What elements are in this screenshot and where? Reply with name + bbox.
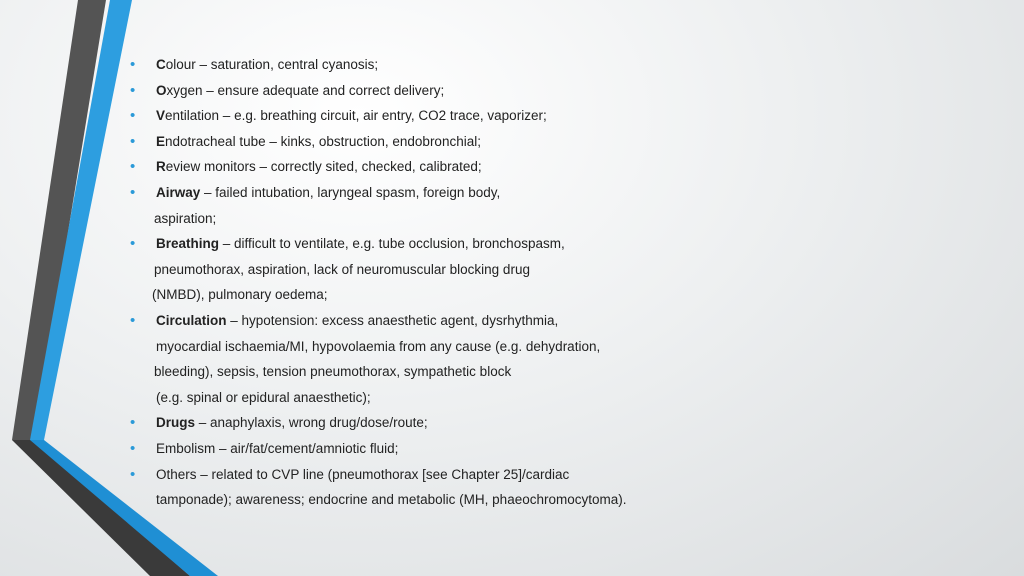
list-item: • Others – related to CVP line (pneumothorax [see Chapter 25]/cardiac xyxy=(130,462,1000,488)
bullet-icon: • xyxy=(130,183,136,201)
list-item-continuation: pneumothorax, aspiration, lack of neuromuscular blocking drug xyxy=(154,261,530,277)
list-item: • Endotracheal tube – kinks, obstruction, endobronchial; xyxy=(130,129,1000,155)
bullet-icon: • xyxy=(130,107,136,125)
list-item-continuation: myocardial ischaemia/MI, hypovolaemia from any cause (e.g. dehydration, xyxy=(156,338,601,354)
bullet-list xyxy=(130,52,1000,513)
bullet-icon: • xyxy=(130,465,136,483)
list-item-continuation: aspiration; xyxy=(154,210,217,226)
list-item-continuation: (e.g. spinal or epidural anaesthetic); xyxy=(156,389,371,405)
list-item: • Drugs – anaphylaxis, wrong drug/dose/route; xyxy=(130,410,1000,436)
list-item: • Ventilation – e.g. breathing circuit, air entry, CO2 trace, vaporizer; xyxy=(130,103,1000,129)
list-item: • Review monitors – correctly sited, checked, calibrated; xyxy=(130,154,1000,180)
list-item: • Breathing – difficult to ventilate, e.g. tube occlusion, bronchospasm, xyxy=(130,231,1000,257)
list-item: • Oxygen – ensure adequate and correct delivery; xyxy=(130,78,1000,104)
list-item-continuation: (NMBD), pulmonary oedema; xyxy=(152,287,328,303)
list-item-continuation: tamponade); awareness; endocrine and metabolic (MH, phaeochromocytoma). xyxy=(156,492,627,508)
list-item: • Circulation – hypotension: excess anaesthetic agent, dysrhythmia, xyxy=(130,308,1000,334)
bullet-icon: • xyxy=(130,439,136,457)
list-item-continuation: bleeding), sepsis, tension pneumothorax, sympathetic block xyxy=(154,364,512,380)
bullet-icon: • xyxy=(130,132,136,150)
list-item: • Colour – saturation, central cyanosis; xyxy=(130,52,1000,78)
dark-stripe xyxy=(12,0,106,440)
bullet-icon: • xyxy=(130,235,136,253)
list-item: • Embolism – air/fat/cement/amniotic fluid; xyxy=(130,436,1000,462)
bullet-icon: • xyxy=(130,56,136,73)
bullet-icon: • xyxy=(130,158,136,176)
bullet-icon: • xyxy=(130,311,136,329)
bullet-icon: • xyxy=(130,414,136,432)
bullet-icon: • xyxy=(130,81,136,99)
list-item: • Airway – failed intubation, laryngeal spasm, foreign body, xyxy=(130,180,1000,206)
